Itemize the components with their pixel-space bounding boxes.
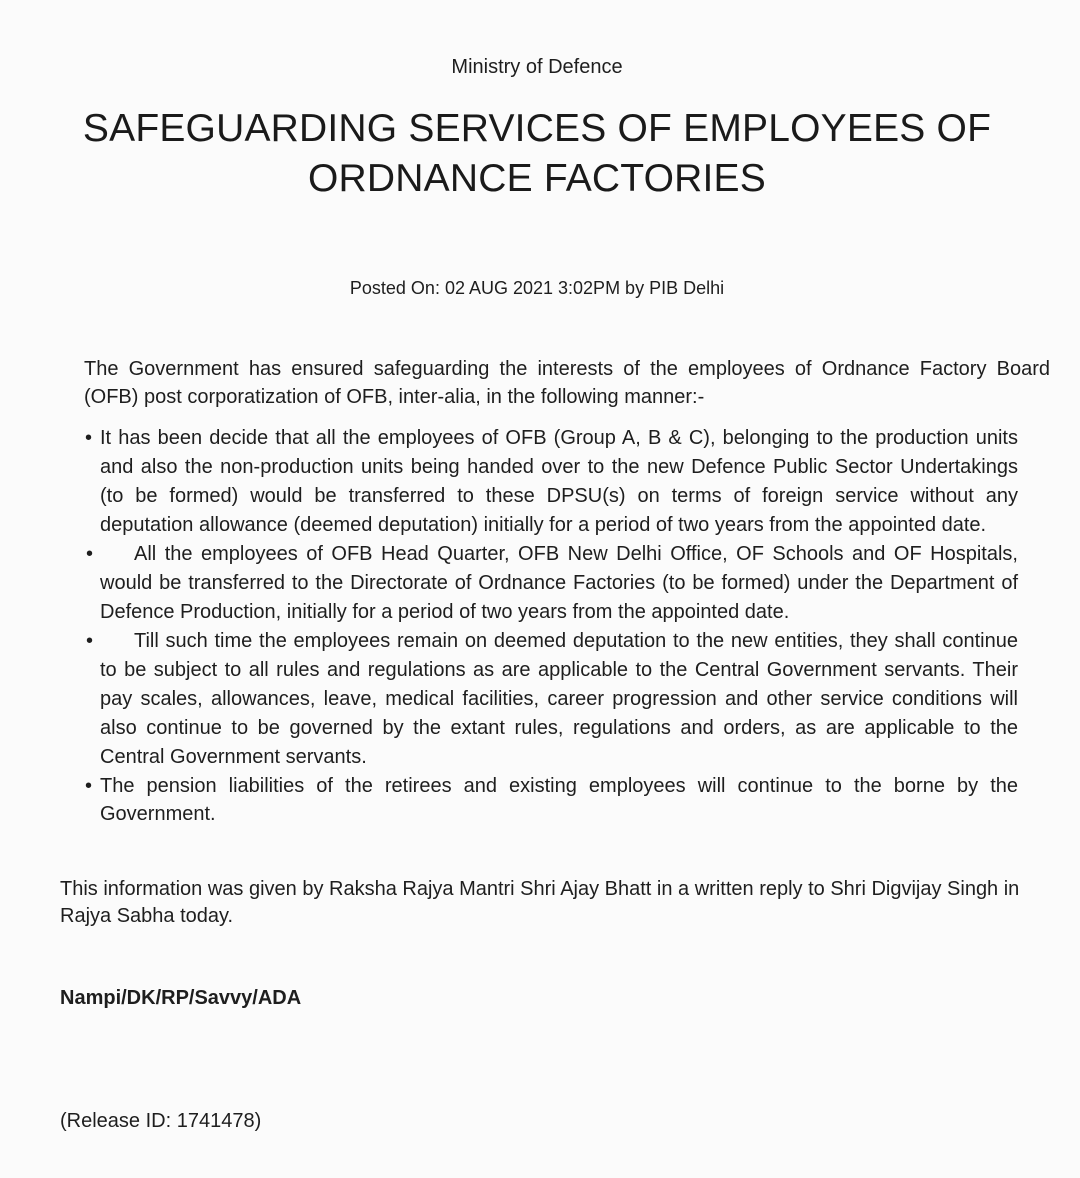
bullet-icon: • <box>85 775 93 797</box>
posted-on-line: Posted On: 02 AUG 2021 3:02PM by PIB Delhi <box>349 278 725 298</box>
list-item-text: All the employees of OFB Head Quarter, OFB New Delhi Office, OF Schools and OF Hospitals, would be transferred to the Directorate of Ordnance Factories (to be formed) under the Department of Defence Production, initially for a period of two years from the appointed date. <box>100 543 1018 623</box>
title-line-2: ORDNANCE FACTORIES <box>308 157 766 200</box>
bullet-icon: • <box>85 427 93 449</box>
list-item <box>84 772 1018 828</box>
reference-code: Nampi/DK/RP/Savvy/ADA <box>60 987 302 1009</box>
intro-paragraph: The Government has ensured safeguarding the interests of the employees of Ordnance Factory Board (OFB) post corporatization of OFB, inter-alia, in the following manner:- <box>84 358 1050 408</box>
page-title <box>0 104 1074 204</box>
bullet-icon: • <box>86 543 94 565</box>
ministry-name: Ministry of Defence <box>451 56 623 78</box>
list-item-text: The pension liabilities of the retirees and existing employees will continue to the borne by the Government. <box>100 775 1018 825</box>
list-item <box>84 424 1018 540</box>
list-item <box>84 627 1018 772</box>
list-item-text: Till such time the employees remain on deemed deputation to the new entities, they shall continue to be subject to all rules and regulations as are applicable to the Central Government servants. Their pay scales, allowances, leave, medical facilities, career progression and other service conditions will also continue to be governed by the extant rules, regulations and orders, as are applicable to the Central Government servants. <box>100 630 1018 768</box>
bullet-icon: • <box>86 630 94 652</box>
closing-paragraph: This information was given by Raksha Rajya Mantri Shri Ajay Bhatt in a written reply to Shri Digvijay Singh in Rajya Sabha today. <box>60 878 1020 927</box>
bullet-list <box>84 424 1018 828</box>
release-id: (Release ID: 1741478) <box>60 1110 262 1132</box>
list-item-text: It has been decide that all the employees of OFB (Group A, B & C), belonging to the production units and also the non-production units being handed over to the new Defence Public Sector Undertakings (to be formed) would be transferred to these DPSU(s) on terms of foreign service without any deputation allowance (deemed deputation) initially for a period of two years from the appointed date. <box>100 427 1018 536</box>
title-line-1: SAFEGUARDING SERVICES OF EMPLOYEES OF <box>82 107 992 150</box>
list-item <box>84 540 1018 627</box>
